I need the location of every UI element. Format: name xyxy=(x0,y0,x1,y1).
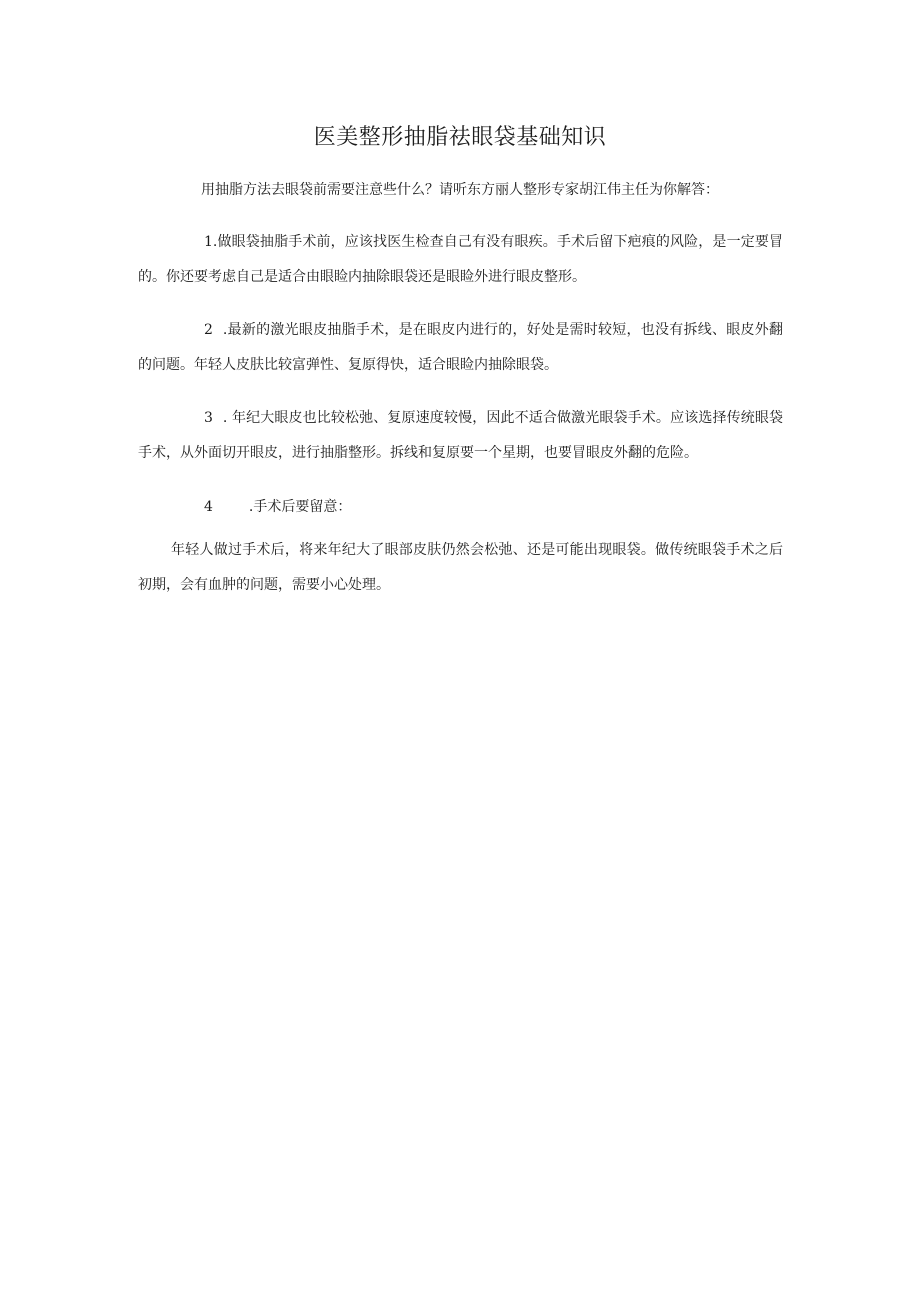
item-2-paragraph xyxy=(138,313,783,383)
item-4-number: 4 xyxy=(204,499,213,515)
item-1-paragraph xyxy=(138,225,783,295)
item-3-number: 3 xyxy=(204,410,213,426)
item-3-text: . 年纪大眼皮也比较松弛、复原速度较慢，因此不适合做激光眼袋手术。应该选择传统眼袋手术，从外面切开眼皮，进行抽脂整形。拆线和复原要一个星期，也要冒眼皮外翻的危险。 xyxy=(138,410,783,461)
item-2-number: 2 xyxy=(204,322,213,338)
item-2-text: .最新的激光眼皮抽脂手术，是在眼皮内进行的，好处是需时较短，也没有拆线、眼皮外翻的问题。年轻人皮肤比较富弹性、复原得快，适合眼睑内抽除眼袋。 xyxy=(138,322,783,373)
intro-paragraph: 用抽脂方法去眼袋前需要注意些什么？请听东方丽人整形专家胡江伟主任为你解答： xyxy=(201,182,719,198)
item-3-paragraph xyxy=(138,401,783,471)
item-1-number: 1 xyxy=(204,234,213,250)
document-title: 医美整形抽脂祛眼袋基础知识 xyxy=(313,125,607,150)
item-4-text: .手术后要留意： xyxy=(248,499,352,515)
item-1-text: .做眼袋抽脂手术前，应该找医生检查自己有没有眼疾。手术后留下疤痕的风险，是一定要冒的。你还要考虑自己是适合由眼睑内抽除眼袋还是眼睑外进行眼皮整形。 xyxy=(138,234,783,285)
closing-paragraph: 年轻人做过手术后，将来年纪大了眼部皮肤仍然会松弛、还是可能出现眼袋。做传统眼袋手术之后初期，会有血肿的问题，需要小心处理。 xyxy=(138,542,783,593)
item-4-paragraph xyxy=(138,490,783,525)
